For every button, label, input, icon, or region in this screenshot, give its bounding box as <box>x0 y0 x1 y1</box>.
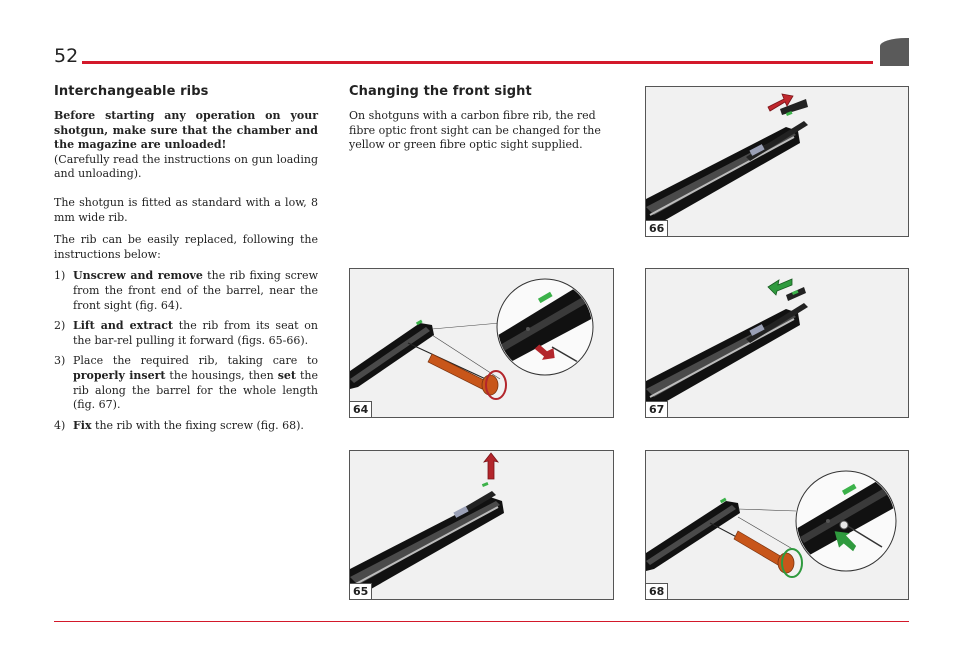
rib-description: The shotgun is fitted as standard with a low, 8 mm wide rib. <box>54 195 318 224</box>
step-item <box>54 419 318 434</box>
safety-note: (Carefully read the instructions on gun loading and unloading). <box>54 152 318 181</box>
front-sight-description: On shotguns with a carbon fibre rib, the red fibre optic front sight can be changed for the yellow or green fibre optic sight supplied. <box>349 109 601 152</box>
figure-67 <box>645 268 909 418</box>
step-text <box>73 419 318 434</box>
barrel-illustration <box>646 269 909 418</box>
step-number: 4) <box>54 418 66 432</box>
step-item <box>54 319 318 348</box>
step-item <box>54 354 318 412</box>
front-sight-text <box>349 109 615 153</box>
figure-66 <box>645 86 909 237</box>
step-number: 1) <box>54 269 66 283</box>
step-item <box>54 269 318 313</box>
step-detail: the housings, then <box>165 368 278 382</box>
step-action: Fix <box>73 418 92 432</box>
step-detail: the rib from its seat on the bar-rel pulling it forward (figs. 65-66). <box>73 319 318 347</box>
step-number: 2) <box>54 319 66 333</box>
safety-warning: Before starting any operation on your shotgun, make sure that the chamber and the magazine are unloaded! <box>54 109 318 152</box>
rib-intro: The rib can be easily replaced, following the instructions below: <box>54 233 318 261</box>
page-number: 52 <box>54 45 79 67</box>
steps-list <box>54 269 318 433</box>
barrel-illustration <box>646 87 909 237</box>
section-title-front-sight: Changing the front sight <box>349 84 532 99</box>
barrel-screw-illustration <box>350 269 614 418</box>
figure-68 <box>645 450 909 600</box>
footer-rule <box>54 621 909 622</box>
instructions-column <box>54 109 318 439</box>
step-action: properly insert <box>73 368 166 382</box>
figure-64 <box>349 268 614 418</box>
step-action: Lift and extract <box>73 319 173 333</box>
section-title-interchangeable-ribs: Interchangeable ribs <box>54 84 209 99</box>
figure-label: 64 <box>350 401 372 417</box>
step-text <box>73 319 318 348</box>
step-text <box>73 354 318 412</box>
figure-label: 66 <box>646 220 668 236</box>
step-detail: the rib along the barrel for the whole length (fig. 67). <box>73 368 319 412</box>
step-detail: the rib fixing screw from the front end of the barrel, near the front sight (fig. 64). <box>73 269 318 312</box>
figure-label: 68 <box>646 583 668 599</box>
step-detail: Place the required rib, taking care to <box>73 354 318 368</box>
step-text <box>73 269 318 313</box>
section-tab <box>880 38 909 66</box>
step-action: Unscrew and remove <box>73 269 203 283</box>
step-action: set <box>277 368 297 382</box>
barrel-screw-illustration <box>646 451 909 600</box>
step-number: 3) <box>54 354 66 368</box>
figure-label: 65 <box>350 583 372 599</box>
figure-65 <box>349 450 614 600</box>
barrel-illustration <box>350 451 614 600</box>
figure-label: 67 <box>646 401 668 417</box>
step-detail: the rib with the fixing screw (fig. 68). <box>91 418 304 432</box>
header-rule <box>82 61 873 64</box>
